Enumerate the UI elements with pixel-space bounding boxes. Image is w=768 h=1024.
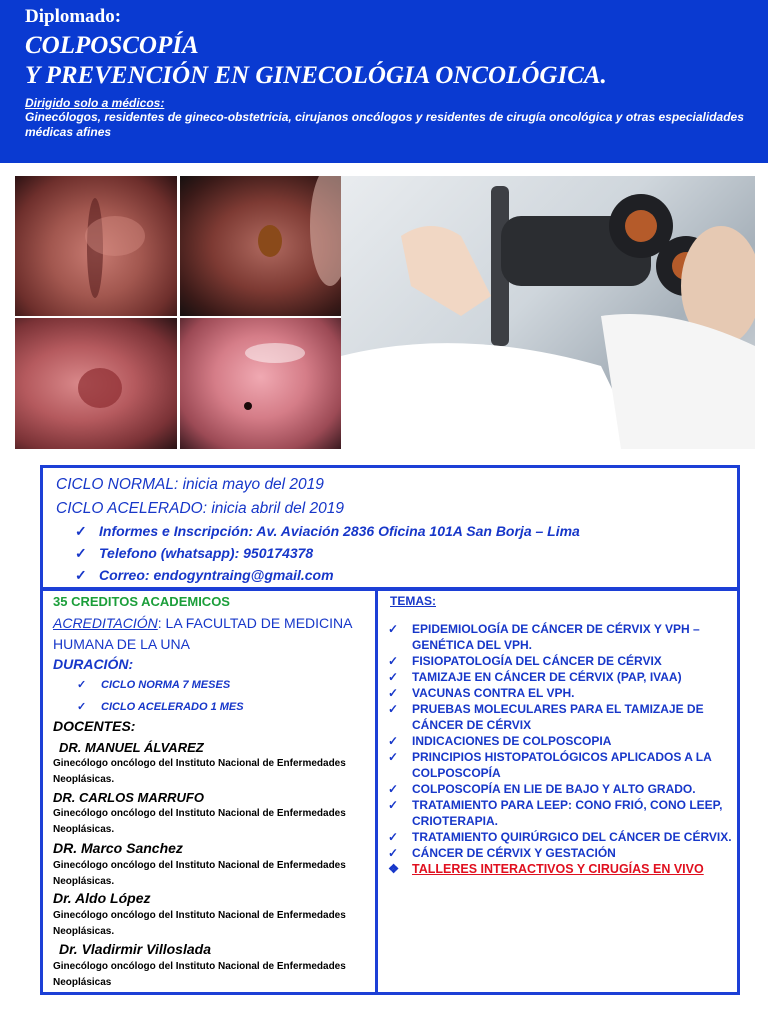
teacher-desc: Ginecólogo oncólogo del Instituto Nacional de Enfermedades Neoplásicas. [53,758,346,785]
email-text: Correo: endogyntraing@gmail.com [99,567,334,583]
course-details-box [40,587,378,995]
audience-text: Ginecólogos, residentes de gineco-obstetricia, cirujanos oncólogos y residentes de cirugía oncológica y otras especialidades médicas afines [25,110,744,139]
checkmark-icon: ✓ [388,622,399,636]
topic-item: ✓ TRATAMIENTO PARA LEEP: CONO FRIÓ, CONO LEEP, CRIOTERAPIA. [388,798,723,828]
accreditation-label: ACREDITACIÓN [53,615,158,631]
info-item [75,523,580,540]
topics-list [388,621,733,877]
topic-item: ✓ TAMIZAJE EN CÁNCER DE CÉRVIX (PAP, IVAA) [388,670,682,684]
checkmark-icon: ✓ [388,782,399,796]
teacher-name: DR. MANUEL ÁLVAREZ [59,740,204,755]
os-illustration [180,318,341,449]
checkmark-icon: ✓ [388,654,399,668]
topic-item: ✓ PRINCIPIOS HISTOPATOLÓGICOS APLICADOS A LA COLPOSCOPÍA [388,750,712,780]
checkmark-icon: ✓ [77,701,87,713]
checkmark-icon: ✓ [388,798,399,812]
topic-item: ✓ FISIOPATOLOGÍA DEL CÁNCER DE CÉRVIX [388,654,662,668]
accreditation-value: : LA FACULTAD DE MEDICINA HUMANA DE LA UNA [53,615,352,652]
colposcope-illustration [341,176,755,449]
address-text: Informes e Inscripción: Av. Aviación 2836 Oficina 101A San Borja – Lima [99,523,580,539]
colposcopy-photo-2 [180,176,341,316]
teacher-name: Dr. Aldo López [53,890,151,906]
checkmark-icon: ✓ [388,750,399,764]
colposcope-photo [341,176,755,449]
highlight-topic-item: ❖ TALLERES INTERACTIVOS Y CIRUGÍAS EN VIVO [388,862,704,876]
checkmark-icon: ✓ [75,567,87,583]
checkmark-icon: ✓ [388,686,399,700]
cycle-info-box [40,465,740,591]
normal-cycle-text: CICLO NORMAL: inicia mayo del 2019 [56,476,324,493]
teacher-name: DR. Marco Sanchez [53,840,183,856]
topic-item: ✓ CÁNCER DE CÉRVIX Y GESTACIÓN [388,846,616,860]
phone-text: Telefono (whatsapp): 950174378 [99,545,314,561]
accreditation-text [53,613,353,655]
teacher-desc: Ginecólogo oncólogo del Instituto Nacional de Enfermedades Neoplásicas. [53,860,346,887]
topic-item: ✓ VACUNAS CONTRA EL VPH. [388,686,575,700]
cervix-illustration [15,318,177,449]
diplomado-label: Diplomado: [25,6,122,27]
teacher-desc: Ginecólogo oncólogo del Instituto Nacional de Enfermedades Neoplásicas. [53,910,346,937]
lesion-illustration [180,176,341,316]
tissue-illustration [15,176,177,316]
colposcopy-photo-1 [15,176,177,316]
checkmark-icon: ✓ [77,679,87,691]
title-line-1: COLPOSCOPÍA [25,32,199,59]
header-banner [0,0,768,163]
title-line-2: Y PREVENCIÓN EN GINECOLÓGIA ONCOLÓGICA. [25,62,607,89]
teacher-desc: Ginecólogo oncólogo del Instituto Nacional de Enfermedades Neoplásicas [53,961,346,988]
topic-item: ✓ COLPOSCOPÍA EN LIE DE BAJO Y ALTO GRADO. [388,782,696,796]
info-item [75,567,334,584]
checkmark-icon: ✓ [388,702,399,716]
checkmark-icon: ✓ [75,545,87,561]
four-diamond-bullet-icon: ❖ [388,862,400,876]
teachers-label: DOCENTES: [53,718,136,734]
directed-label: Dirigido solo a médicos: [25,96,165,110]
topic-item: ✓ INDICACIONES DE COLPOSCOPIA [388,734,612,748]
topic-item: ✓ PRUEBAS MOLECULARES PARA EL TAMIZAJE DE CÁNCER DE CÉRVIX [388,702,704,732]
credits-text: 35 CREDITOS ACADEMICOS [53,594,230,609]
duration-item: ✓ CICLO ACELERADO 1 MES [77,701,244,713]
checkmark-icon: ✓ [388,830,399,844]
topic-item: ✓ TRATAMIENTO QUIRÚRGICO DEL CÁNCER DE CÉRVIX. [388,830,732,844]
checkmark-icon: ✓ [388,846,399,860]
checkmark-icon: ✓ [75,523,87,539]
teacher-name: Dr. Vladirmir Villoslada [59,941,211,957]
duration-label: DURACIÓN: [53,656,134,672]
duration-item: ✓ CICLO NORMA 7 MESES [77,679,231,691]
checkmark-icon: ✓ [388,734,399,748]
topics-label: TEMAS: [390,594,436,608]
colposcopy-photo-3 [15,318,177,449]
teacher-desc: Ginecólogo oncólogo del Instituto Nacional de Enfermedades Neoplásicas. [53,808,346,835]
topics-box [375,587,740,995]
checkmark-icon: ✓ [388,670,399,684]
info-item [75,545,313,562]
topic-item: ✓ EPIDEMIOLOGÍA DE CÁNCER DE CÉRVIX Y VPH – GENÉTICA DEL VPH. [388,622,700,652]
accelerated-cycle-text: CICLO ACELERADO: inicia abril del 2019 [56,500,345,517]
colposcopy-photo-4 [180,318,341,449]
teacher-name: DR. CARLOS MARRUFO [53,790,204,805]
